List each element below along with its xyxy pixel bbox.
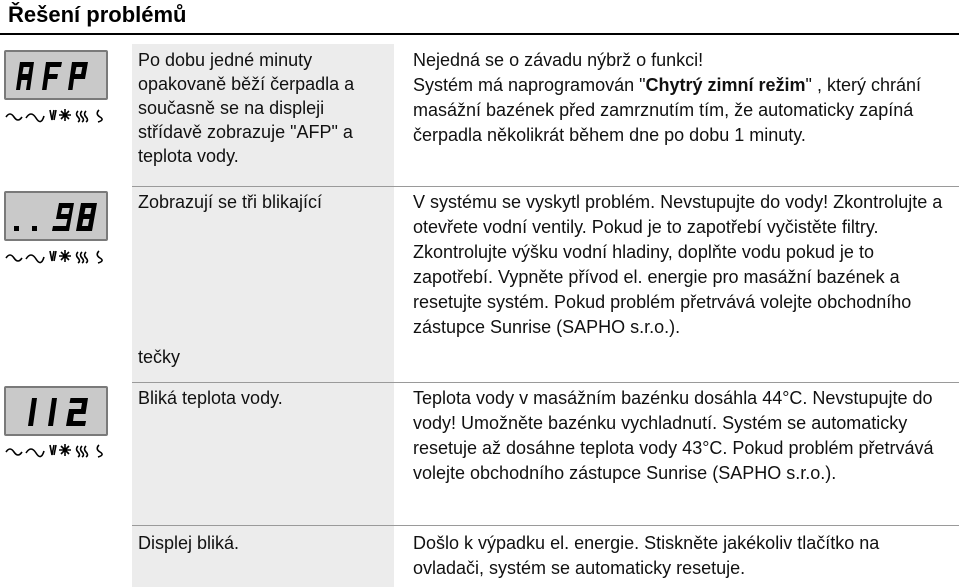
blower-icon [26, 449, 44, 457]
solution-line: Systém má naprogramován " [413, 75, 646, 95]
lcd-dot [32, 226, 37, 231]
lcd-display-98 [4, 191, 108, 241]
status-icons [4, 247, 116, 265]
jets-icon [6, 114, 22, 120]
light-icon [50, 110, 56, 120]
lcd-dot [14, 226, 19, 231]
table-row [0, 526, 959, 587]
solution-cell [394, 526, 959, 587]
filter-icon [97, 110, 102, 122]
filter-icon [97, 251, 102, 263]
solution-text [413, 48, 951, 148]
lcd-display-112 [4, 386, 108, 436]
solution-cell [394, 383, 959, 525]
solution-text: Došlo k výpadku el. energie. Stiskněte jakékoliv tlačítko na ovladači, systém se automaticky resetuje. [413, 533, 880, 578]
condition-text: tečky [138, 347, 181, 367]
lcd-display-afp [4, 50, 108, 100]
condition-text: Bliká teplota vody. [138, 388, 283, 408]
solution-line: " , který chrání masážní bazének před zamrznutím tím, že automaticky zapíná čerpadla několikrát během dne po dobu 1 minuty. [413, 75, 921, 145]
display-cell [0, 187, 132, 383]
table-row [0, 44, 959, 186]
page-title: Řešení problémů [8, 2, 187, 27]
solution-line: Nejedná se o závadu nýbrž o funkci! [413, 50, 704, 70]
condition-cell [132, 187, 394, 383]
table-row [0, 187, 959, 383]
blower-icon [26, 255, 44, 263]
jets-icon [6, 255, 22, 261]
lcd-98-digits [6, 193, 106, 239]
light-icon [50, 251, 56, 261]
lcd-112-digits [6, 388, 106, 434]
status-icon-strip [4, 247, 116, 265]
display-cell [0, 526, 132, 587]
status-icon-strip [4, 106, 116, 124]
heater-icon [77, 252, 88, 263]
snowflake-icon [59, 444, 71, 456]
status-icons [4, 441, 116, 459]
condition-text: Po dobu jedné minuty opakovaně běží čerpadla a současně se na displeji střídavě zobrazuje "AFP" a teplota vody. [138, 50, 355, 166]
snowflake-icon [59, 109, 71, 121]
blower-icon [26, 114, 44, 122]
table-row [0, 383, 959, 525]
filter-icon [97, 445, 102, 457]
display-cell [0, 383, 132, 525]
jets-icon [6, 449, 22, 455]
heater-icon [77, 446, 88, 457]
solution-bold: Chytrý zimní režim [645, 75, 806, 95]
condition-cell [132, 526, 394, 587]
condition-cell [132, 44, 394, 186]
display-cell [0, 44, 132, 186]
title-rule [0, 33, 959, 35]
heater-icon [77, 111, 88, 122]
status-icons [4, 106, 116, 124]
status-icon-strip [4, 441, 116, 459]
solution-cell [394, 187, 959, 383]
condition-cell [132, 383, 394, 525]
lcd-afp-digits [6, 52, 106, 98]
solution-cell [394, 44, 959, 186]
condition-text: Displej bliká. [138, 533, 240, 553]
snowflake-icon [59, 250, 71, 262]
solution-text: Teplota vody v masážním bazénku dosáhla 44°C. Nevstupujte do vody! Umožněte bazénku vychladnutí. Systém se automaticky resetuje až dosáhne teplota vody 43°C. Pokud problém přetrvává volejte obchodního zástupce Sunrise (SAPHO s.r.o.). [413, 388, 934, 483]
light-icon [50, 445, 56, 455]
solution-text: V systému se vyskytl problém. Nevstupujte do vody! Zkontrolujte a otevřete vodní ventily. Pokud je to zapotřebí vyčistěte filtry. Zkontrolujte výšku vodní hladiny, doplňte vodu pokud je to zapotřebí. Vypněte přívod el. energie pro masážní bazének a resetujte systém. Pokud problém přetrvává volejte obchodního zástupce Sunrise (SAPHO s.r.o.). [413, 192, 943, 337]
condition-text: Zobrazují se tři blikající [138, 192, 323, 212]
